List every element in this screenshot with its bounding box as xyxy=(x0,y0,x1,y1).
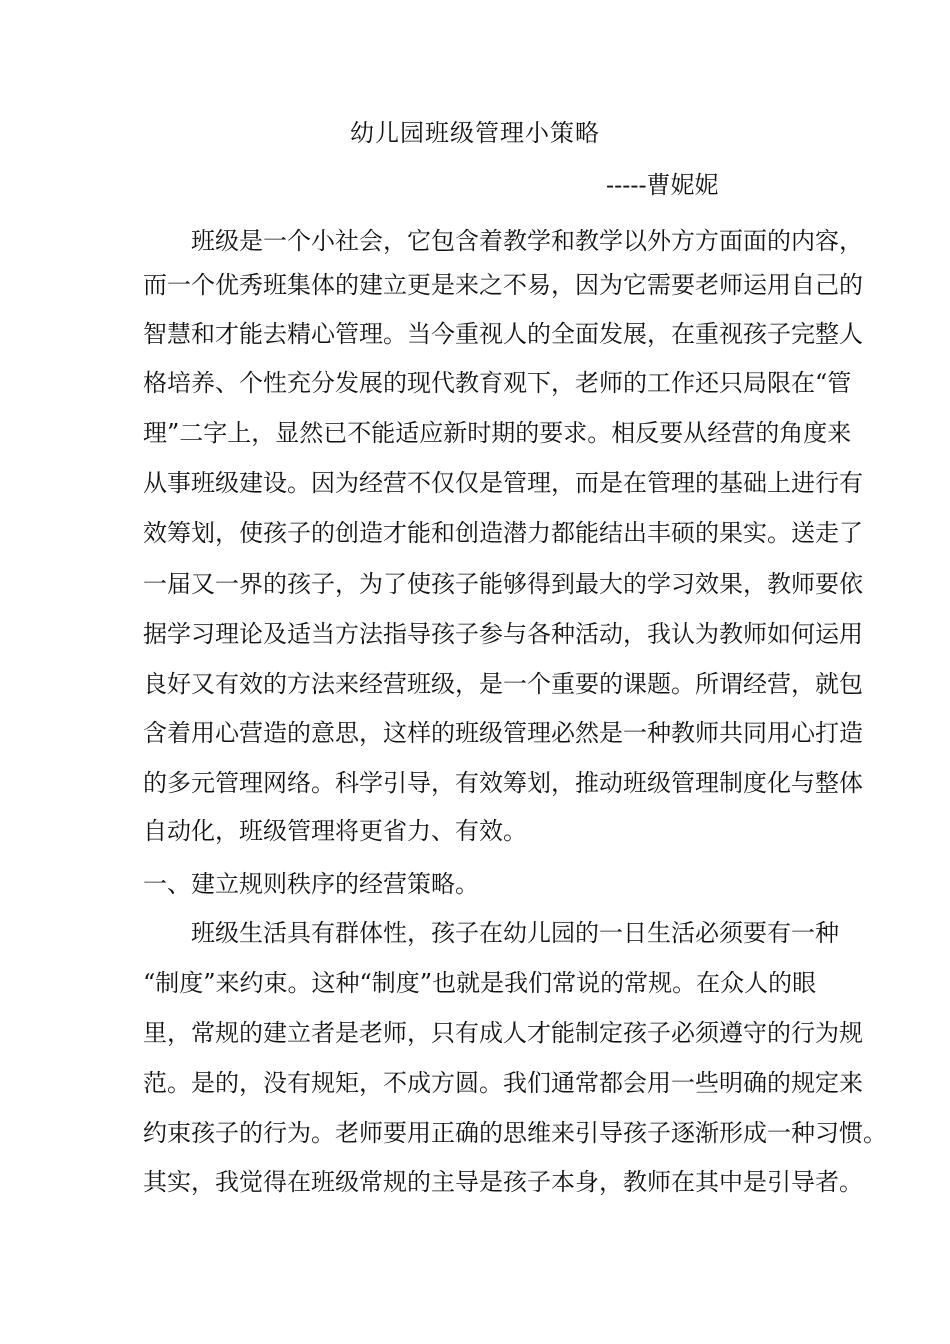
paragraph-1-line: 而一个优秀班集体的建立更是来之不易，因为它需要老师运用自己的 xyxy=(143,271,863,299)
paragraph-2-line: 约束孩子的行为。老师要用正确的思维来引导孩子逐渐形成一种习惯。 xyxy=(143,1119,887,1147)
paragraph-1-line: 自动化，班级管理将更省力、有效。 xyxy=(143,817,527,845)
paragraph-2-line: 范。是的，没有规矩，不成方圆。我们通常都会用一些明确的规定来 xyxy=(143,1069,863,1097)
paragraph-1-line: 据学习理论及适当方法指导孩子参与各种活动，我认为教师如何运用 xyxy=(143,620,863,648)
paragraph-1-line: 格培养、个性充分发展的现代教育观下，老师的工作还只局限在“管 xyxy=(143,369,852,397)
paragraph-2-line: 班级生活具有群体性，孩子在幼儿园的一日生活必须要有一种 xyxy=(191,919,839,947)
paragraph-1-line: 良好又有效的方法来经营班级，是一个重要的课题。所谓经营，就包 xyxy=(143,670,863,698)
paragraph-2-line: “制度”来约束。这种“制度”也就是我们常说的常规。在众人的眼 xyxy=(143,969,817,997)
author-line: -----曹妮妮 xyxy=(606,171,719,199)
section-heading: 一、建立规则秩序的经营策略。 xyxy=(143,870,479,898)
paragraph-1-line: 智慧和才能去精心管理。当今重视人的全面发展，在重视孩子完整人 xyxy=(143,320,863,348)
paragraph-1-line: 一届又一界的孩子，为了使孩子能够得到最大的学习效果，教师要依 xyxy=(143,570,863,598)
paragraph-1-line: 从事班级建设。因为经营不仅仅是管理，而是在管理的基础上进行有 xyxy=(143,469,863,497)
paragraph-1-line: 班级是一个小社会，它包含着教学和教学以外方方面面的内容， xyxy=(191,227,863,255)
paragraph-1-line: 含着用心营造的意思，这样的班级管理必然是一种教师共同用心打造 xyxy=(143,719,863,747)
paragraph-1-line: 效筹划，使孩子的创造才能和创造潜力都能结出丰硕的果实。送走了 xyxy=(143,519,863,547)
paragraph-1-line: 理”二字上，显然已不能适应新时期的要求。相反要从经营的角度来 xyxy=(143,419,852,447)
document-title: 幼儿园班级管理小策略 xyxy=(350,119,600,147)
paragraph-2-line: 里，常规的建立者是老师，只有成人才能制定孩子必须遵守的行为规 xyxy=(143,1019,863,1047)
paragraph-1-line: 的多元管理网络。科学引导，有效筹划，推动班级管理制度化与整体 xyxy=(143,769,863,797)
paragraph-2-line: 其实，我觉得在班级常规的主导是孩子本身，教师在其中是引导者。 xyxy=(143,1168,863,1196)
